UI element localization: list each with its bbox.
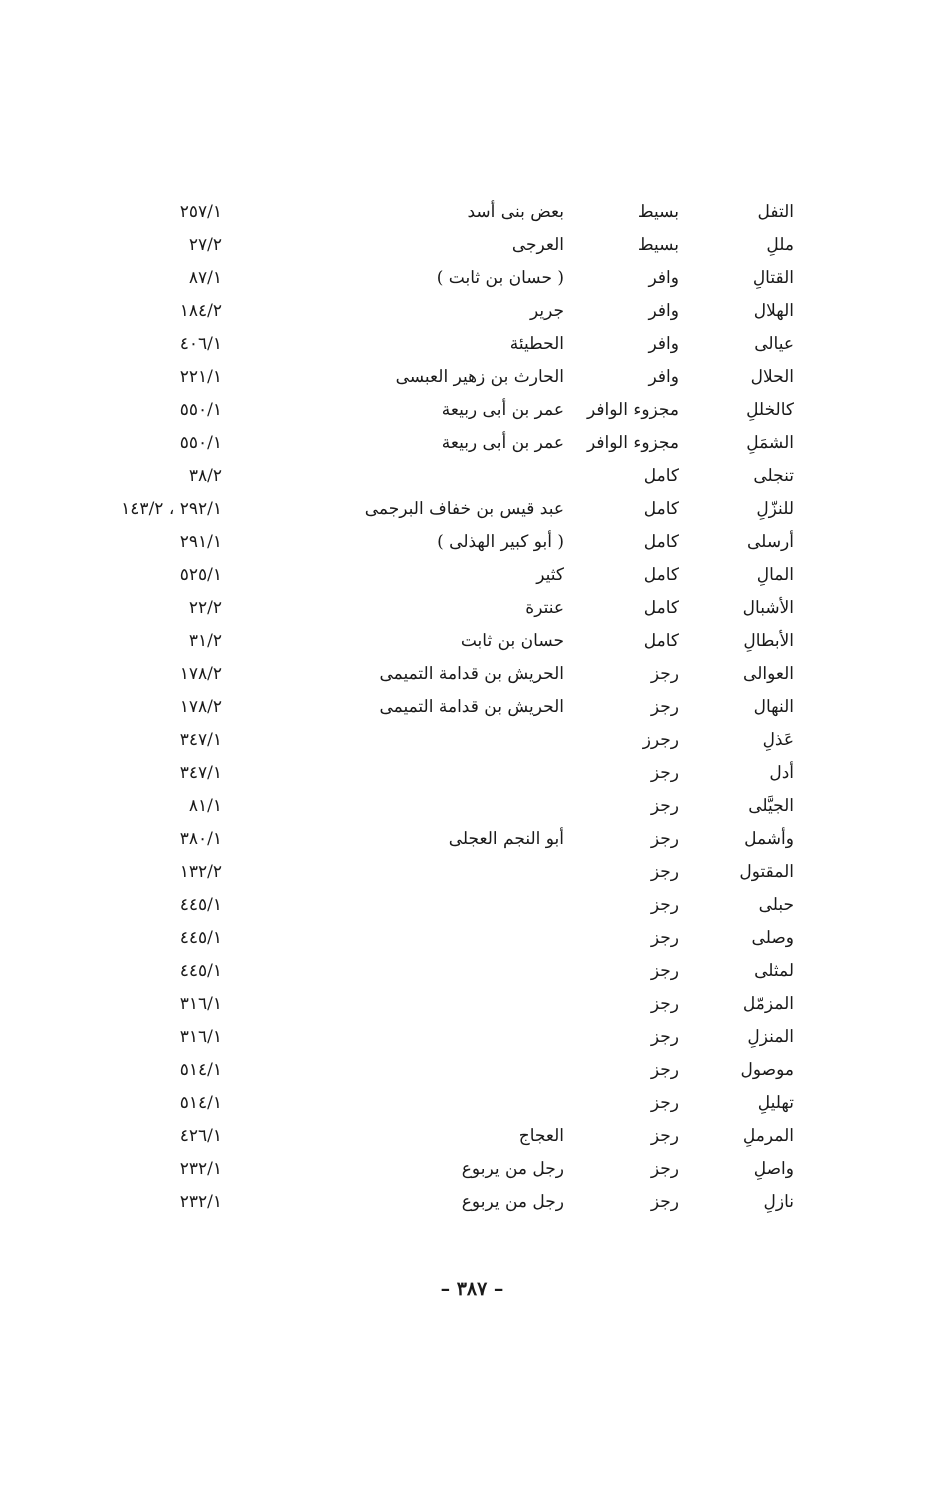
rhyme-word: العوالى — [743, 664, 794, 684]
rhyme-word: أرسلى — [747, 532, 794, 552]
page-reference: ٢٢١/١ — [179, 367, 222, 387]
index-row — [0, 394, 944, 427]
page-reference: ٤٤٥/١ — [179, 928, 222, 948]
index-row — [0, 1054, 944, 1087]
index-row — [0, 691, 944, 724]
poet-name: عمر بن أبى ربيعة — [441, 433, 564, 453]
rhyme-word: عيالى — [754, 334, 794, 354]
page-reference: ٢٥٧/١ — [179, 202, 222, 222]
rhyme-word: كالخللِ — [746, 400, 794, 420]
meter-name: وافر — [648, 334, 679, 354]
poet-name: العجاج — [518, 1126, 564, 1146]
meter-name: وافر — [648, 268, 679, 288]
meter-name: رجز — [650, 664, 679, 684]
page-reference: ١٧٨/٢ — [179, 697, 222, 717]
page-reference: ٥٥٠/١ — [179, 433, 222, 453]
rhyme-word: نازلِ — [763, 1192, 794, 1212]
page-reference: ٤٤٥/١ — [179, 895, 222, 915]
meter-name: كامل — [643, 565, 679, 585]
index-row — [0, 1120, 944, 1153]
index-row — [0, 823, 944, 856]
index-row — [0, 460, 944, 493]
rhyme-word: عَذلِ — [762, 730, 794, 750]
index-row — [0, 361, 944, 394]
rhyme-word: القتالِ — [752, 268, 794, 288]
rhyme-word: الهلال — [753, 301, 794, 321]
rhyme-word: المزمّل — [742, 994, 794, 1014]
index-row — [0, 526, 944, 559]
meter-name: كامل — [643, 598, 679, 618]
meter-name: بسيط — [637, 202, 679, 222]
meter-name: رجز — [650, 928, 679, 948]
meter-name: رجز — [650, 1027, 679, 1047]
index-row — [0, 427, 944, 460]
rhyme-word: تنجلى — [753, 466, 794, 486]
index-row — [0, 889, 944, 922]
index-row — [0, 1186, 944, 1219]
page-reference: ٥١٤/١ — [179, 1093, 222, 1113]
page-reference: ٣٤٧/١ — [179, 730, 222, 750]
rhyme-word: وصلى — [751, 928, 794, 948]
rhyme-word: لمثلى — [754, 961, 794, 981]
rhyme-word: مللِ — [766, 235, 794, 255]
page-reference: ٤٤٥/١ — [179, 961, 222, 981]
poet-name: رجل من يربوع — [461, 1159, 564, 1179]
index-row — [0, 724, 944, 757]
index-row — [0, 790, 944, 823]
meter-name: رجز — [650, 796, 679, 816]
meter-name: مجزوء الوافر — [587, 400, 679, 420]
rhyme-word: المقتول — [739, 862, 794, 882]
rhyme-word: تهليلِ — [757, 1093, 794, 1113]
rhyme-word: المرملِ — [742, 1126, 794, 1146]
rhyme-word: الحلال — [750, 367, 794, 387]
poet-name: الحريش بن قدامة التميمى — [379, 664, 564, 684]
page-reference: ١٨٤/٢ — [179, 301, 222, 321]
rhyme-word: حبلى — [758, 895, 794, 915]
poet-name: حسان بن ثابت — [460, 631, 564, 651]
page-reference: ٢٧/٢ — [188, 235, 222, 255]
page-reference: ١٣٢/٢ — [179, 862, 222, 882]
meter-name: رجز — [650, 862, 679, 882]
poet-name: أبو النجم العجلى — [448, 829, 564, 849]
meter-name: وافر — [648, 301, 679, 321]
index-row — [0, 856, 944, 889]
meter-name: رجز — [650, 961, 679, 981]
page-reference: ٤٢٦/١ — [179, 1126, 222, 1146]
page-reference: ٢٢/٢ — [188, 598, 222, 618]
page-reference: ٢٣٢/١ — [179, 1192, 222, 1212]
page-reference: ٢٣٢/١ — [179, 1159, 222, 1179]
verse-index-table — [0, 196, 944, 1219]
page-reference: ١٧٨/٢ — [179, 664, 222, 684]
index-row — [0, 1021, 944, 1054]
rhyme-word: التفل — [757, 202, 794, 222]
rhyme-word: وأشمل — [744, 829, 794, 849]
meter-name: رجز — [650, 895, 679, 915]
index-row — [0, 328, 944, 361]
page-reference: ٢٩١/١ — [179, 532, 222, 552]
meter-name: بسيط — [637, 235, 679, 255]
poet-name: ( حسان بن ثابت ) — [436, 268, 564, 288]
index-row — [0, 988, 944, 1021]
index-row — [0, 1153, 944, 1186]
poet-name: بعض بنى أسد — [467, 202, 564, 222]
rhyme-word: الأشبال — [742, 598, 794, 618]
page-reference: ٥٢٥/١ — [179, 565, 222, 585]
poet-name: الحطيئة — [509, 334, 564, 354]
poet-name: العرجى — [511, 235, 564, 255]
index-row — [0, 262, 944, 295]
rhyme-word: الشمَلِ — [746, 433, 794, 453]
index-row — [0, 196, 944, 229]
meter-name: رجز — [650, 1060, 679, 1080]
page-reference: ٢٩٢/١ ، ١٤٣/٢ — [121, 499, 222, 519]
page-reference: ٥٥٠/١ — [179, 400, 222, 420]
poet-name: الحارث بن زهير العبسى — [395, 367, 564, 387]
meter-name: رجز — [650, 1192, 679, 1212]
meter-name: رجز — [650, 1093, 679, 1113]
rhyme-word: للنزّلِ — [756, 499, 794, 519]
rhyme-word: المالِ — [756, 565, 794, 585]
meter-name: رجز — [650, 697, 679, 717]
page-reference: ٣٨٠/١ — [179, 829, 222, 849]
rhyme-word: النهال — [753, 697, 794, 717]
rhyme-word: واصلِ — [753, 1159, 794, 1179]
page-reference: ٤٠٦/١ — [179, 334, 222, 354]
index-row — [0, 229, 944, 262]
page-number: – ٣٨٧ – — [440, 1278, 504, 1300]
poet-name: جرير — [530, 301, 564, 321]
meter-name: رجز — [650, 1126, 679, 1146]
index-row — [0, 625, 944, 658]
index-row — [0, 922, 944, 955]
index-row — [0, 295, 944, 328]
index-row — [0, 955, 944, 988]
page-reference: ٥١٤/١ — [179, 1060, 222, 1080]
meter-name: مجزوء الوافر — [587, 433, 679, 453]
index-row — [0, 757, 944, 790]
index-row — [0, 493, 944, 526]
index-row — [0, 592, 944, 625]
meter-name: كامل — [643, 499, 679, 519]
index-row — [0, 559, 944, 592]
rhyme-word: المنزلِ — [747, 1027, 794, 1047]
page-reference: ٨١/١ — [188, 796, 222, 816]
meter-name: كامل — [643, 466, 679, 486]
meter-name: رجز — [650, 763, 679, 783]
rhyme-word: الجيَّلى — [748, 796, 794, 816]
rhyme-word: موصول — [740, 1060, 794, 1080]
poet-name: كثير — [536, 565, 564, 585]
index-row — [0, 1087, 944, 1120]
page-reference: ٣١/٢ — [188, 631, 222, 651]
meter-name: رجز — [650, 994, 679, 1014]
poet-name: الحريش بن قدامة التميمى — [379, 697, 564, 717]
poet-name: عمر بن أبى ربيعة — [441, 400, 564, 420]
poet-name: عبد قيس بن خفاف البرجمى — [364, 499, 564, 519]
meter-name: رجرز — [642, 730, 679, 750]
rhyme-word: أدل — [769, 763, 794, 783]
meter-name: رجز — [650, 829, 679, 849]
meter-name: كامل — [643, 532, 679, 552]
poet-name: رجل من يربوع — [461, 1192, 564, 1212]
page-reference: ٣١٦/١ — [179, 994, 222, 1014]
page-reference: ٨٧/١ — [188, 268, 222, 288]
poet-name: ( أبو كبير الهذلى ) — [437, 532, 564, 552]
rhyme-word: الأبطالِ — [743, 631, 794, 651]
page-reference: ٣٨/٢ — [188, 466, 222, 486]
poet-name: عنترة — [525, 598, 564, 618]
meter-name: رجز — [650, 1159, 679, 1179]
meter-name: وافر — [648, 367, 679, 387]
page-reference: ٣١٦/١ — [179, 1027, 222, 1047]
index-row — [0, 658, 944, 691]
page-reference: ٣٤٧/١ — [179, 763, 222, 783]
meter-name: كامل — [643, 631, 679, 651]
